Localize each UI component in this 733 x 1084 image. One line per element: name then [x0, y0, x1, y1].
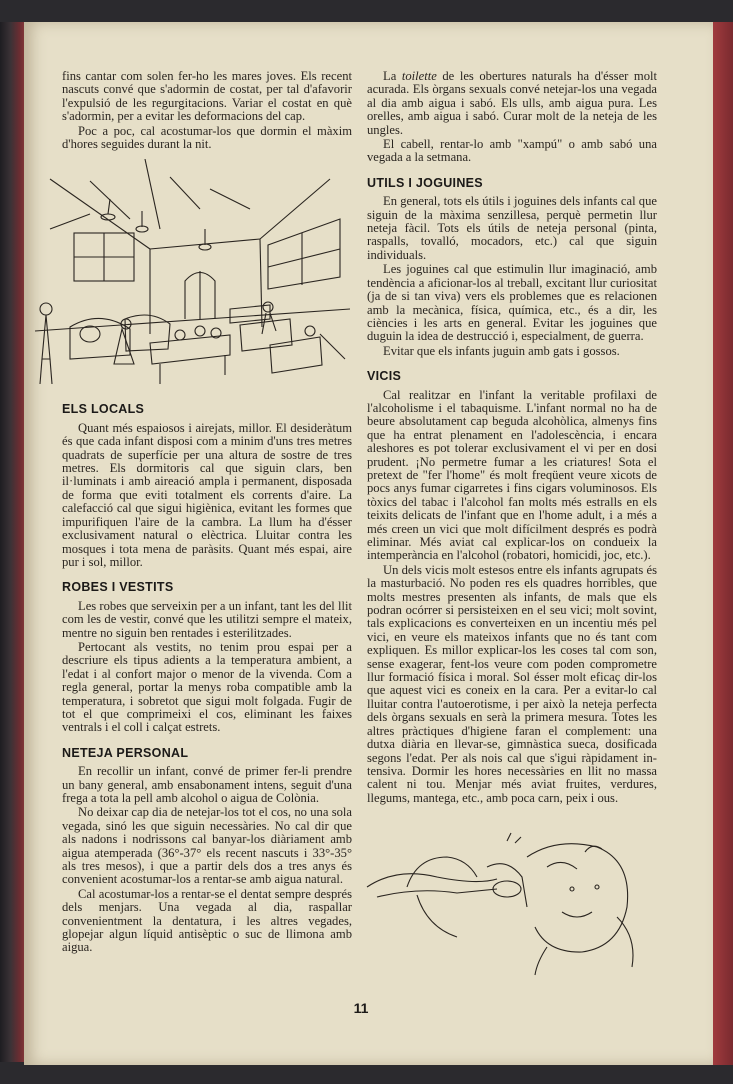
section-heading-robes: ROBES I VESTITS — [62, 580, 174, 595]
toilette-paragraph — [367, 70, 657, 137]
neteja-paragraph-1: En recollir un infant, convé de primer fer-li prendre un bany general, amb ensabonament intens, seguit d'una frega a tota la pell amb alcohol o aigua de Colònia. — [62, 764, 352, 805]
intro-paragraph-2: Poc a poc, cal acostumar-los que dormin el màxim d'hores seguides durant la nit. — [62, 123, 352, 152]
cabell-paragraph: El cabell, rentar-lo amb "xampú" o amb sabó una vegada a la setmana. — [367, 137, 657, 165]
left-column — [62, 70, 352, 956]
intro-paragraph-1: fins cantar com solen fer-ho les mares joves. Els recent nascuts convé que s'adormin de costat, per tal d'afavorir l'expulsió de les regurgitacions. Variar el costat en què s'adormin, per a evitar les deformacions del cap. — [62, 69, 352, 124]
page-edge-strip — [713, 22, 733, 1065]
utils-paragraph-1: En general, tots els útils i joguines dels infants cal que siguin de la màxima senzillesa, perquè permetin llur neteja fàcil. Tots els útils de neteja personal (pinta, raspalls, tovalló, mocadors, etc.) cal que siguin individuals. — [367, 194, 657, 262]
section-heading-neteja: NETEJA PERSONAL — [62, 745, 189, 760]
toilette-rest: de les obertures naturals ha d'ésser molt acurada. Els òrgans sexuals convé netejar-los una vegada al dia amb aigua i sabó. Els ulls, amb aigua pura. Les orelles, amb aigua i sabó. Curar molt de la neteja de les ungles. — [367, 69, 658, 137]
utils-paragraph-2: Les joguines cal que estimulin llur imaginació, amb tendència a aficionar-los al treball, excitant llur curiositat (ja de si tan viva) vers els problemes que es relacionen amb la mecànica, física, química, etc., és a dir, les ciències i les arts en general. Evitar les joguines que duguin la idea de destrucció i, especialment, de guerra. — [367, 262, 657, 344]
robes-paragraph-2: Pertocant als vestits, no tenim prou espai per a descriure els tipus adients a la temperatura ambient, a l'edat i al confort major o menor de la vivenda. Com a regla general, portar la menys roba compatible amb la temperatura, i sobretot que sigui molt folgada. Fugir de tot el que comprimeixi el cos, eliminant les faixes ventrals i el coll i calçat estrets. — [62, 639, 352, 735]
child-drinking-illustration — [357, 827, 657, 977]
right-column — [367, 70, 657, 977]
book-binding — [0, 22, 26, 1062]
page-number: 11 — [353, 1000, 369, 1016]
section-heading-locals: ELS LOCALS — [62, 402, 145, 417]
vicis-paragraph-1: Cal realitzar en l'infant la veritable profilaxi de l'alcoholisme i el tabaquisme. L'infant normal no ha de beure absolutament cap beguda alcohòlica, almenys fins que ha entrat plenament en l'adolescència, i encara aleshores es pot tolerar exclusivament el vi per en dosi prudent. ¡No permetre fumar a les criatures! Sota el pretext de "fer l'home" és molt freqüent veure xicots de pocs anys fumar cigarretes i fins cigars voluminosos. Els tòxics del tabac i l'alcohol fan molts més estralls en els teixits delicats de l'infant que en l'home adult, i a més a més creen un vici que molt difícilment després es podrà eliminar. Més aviat cal explicar-los on condueix la intemperància en l'alcohol (robatori, homicidi, joc, etc.). — [367, 387, 657, 563]
toilette-italic: toilette — [401, 69, 437, 83]
vicis-paragraph-2: Un dels vicis molt estesos entre els infants agrupats és la masturbació. No poden res els quadres horribles, que molts mestres presenten als infants, de mals que els podran ocórrer si persisteixen en el seu vici; molt sovint, tals explicacions es converteixen en un incentiu més pel vici, en veure els mateixos infants que no és tant com expliquen. Es millor explicar-los les coses tal com son, sense exagerar, fent-los veure com poden comprometre llur formació física i moral. Sol ésser molt eficaç dir-los que aquest vici es coneix en la cara. Per a evitar-lo cal lluitar contra l'autoerotisme, i per això la neteja perfecta dels òrgans sexuals en serà la primera mesura. Totes les altres pràctiques d'higiene faran el complement: una dutxa diària en llevar-se, gimnàstica sueca, dosificada segons l'edat. Per als nois cal que s'igui ràpidament intensiva. Dormir les hores necessàries en llit no massa calent ni tou. Menjar més aviat fruites, verdures, llegums, mantega, etc., amb poca carn, peix i ous. — [367, 562, 657, 805]
neteja-paragraph-3: Cal acostumar-los a rentar-se el dentat sempre després dels menjars. Una vegada al dia, raspallar convenientment la dentatura, i les altres vegades, glopejar algun líquid antisèptic o suc de llimona amb aigua. — [62, 886, 352, 955]
robes-paragraph-1: Les robes que serveixin per a un infant, tant les del llit com les de vestir, convé que les utilitzi sempre el mateix, mentre no siguin ben rentades i esterilitzades. — [62, 598, 352, 640]
neteja-paragraph-2: No deixar cap dia de netejar-los tot el cos, no una sola vegada, sinó les que siguin necessàries. No cal dir que als nadons i nodrissons cal banyar-los diàriament amb aigua atemperada (36°-37° els recent nascuts i 33°-35° als tres mesos), i que a partir dels dos a tres anys és convenient acostumar-los a rentar-se amb aigua natural. — [62, 805, 352, 887]
utils-paragraph-3: Evitar que els infants juguin amb gats i gossos. — [383, 343, 620, 358]
locals-paragraph: Quant més espaiosos i airejats, millor. El desideràtum és que cada infant disposi com a minim d'uns tres metres quadrats de superfície per una altura de sostre de tres metres. Els dormitoris cal que siguin clars, ben il·luminats i amb aireació ampla i permanent, disposada de forma que eviti totalment els corrents d'aire. La calefacció cal que sigui higiènica, evitant les formes que impurifiquen l'aire de la cambra. La llum ha d'ésser exclusivament natural o elèctrica. Lluitar contra les mosques i tota mena de paràsits. Quant més espai, aire pur i sol, millor. — [62, 420, 352, 569]
section-heading-utils: UTILS I JOGUINES — [367, 175, 483, 190]
dormitory-illustration — [30, 159, 350, 391]
toilette-lead: La — [383, 69, 402, 83]
section-heading-vicis: VICIS — [367, 369, 402, 384]
